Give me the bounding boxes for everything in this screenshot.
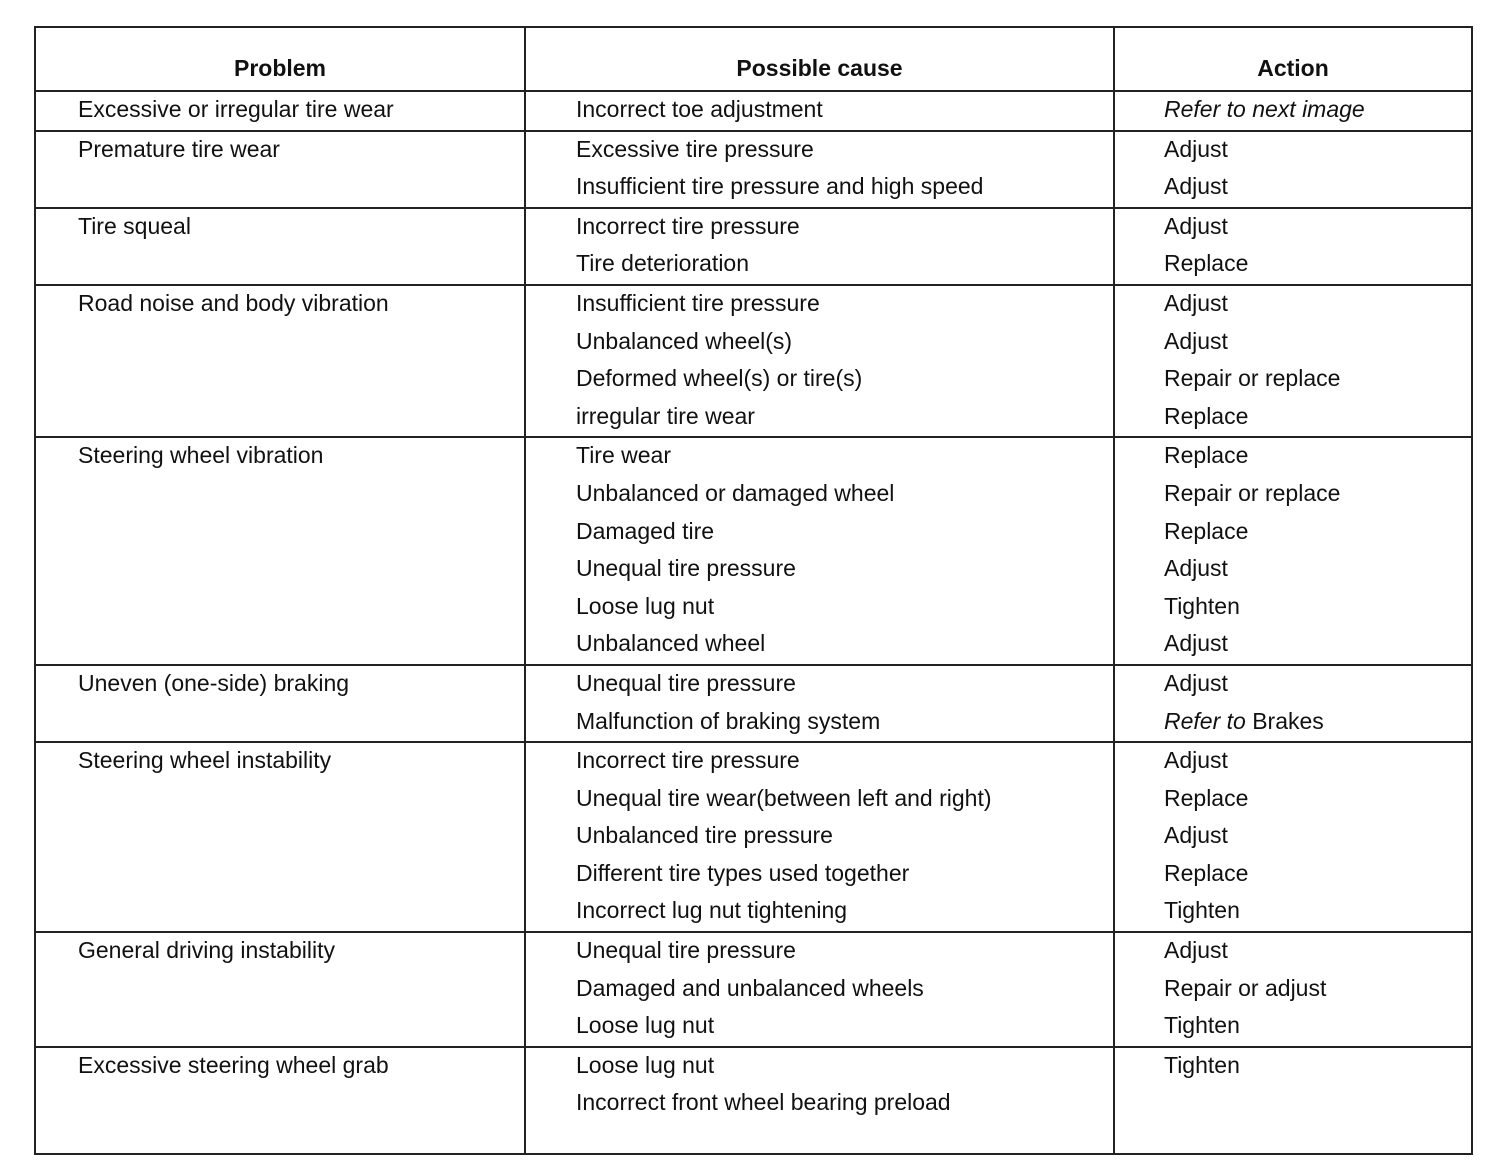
problem-cell: [35, 665, 525, 742]
problem-text: Uneven (one-side) braking: [78, 669, 350, 696]
action-text: Replace: [1164, 517, 1249, 544]
cause-text: Incorrect toe adjustment: [576, 96, 823, 122]
table-row: [35, 665, 1472, 742]
action-text: Adjust: [1164, 630, 1228, 657]
cause-text: irregular tire wear: [576, 402, 755, 429]
action-refer: [1115, 704, 1471, 742]
action-text: Repair or adjust: [1164, 974, 1327, 1001]
table-row: [35, 1047, 1472, 1154]
cause-text: Damaged tire: [576, 517, 715, 544]
action-cell: [1114, 208, 1472, 285]
cause-text: Excessive tire pressure: [576, 135, 814, 162]
troubleshooting-table-container: [34, 26, 1471, 1155]
cause-text: Unequal tire pressure: [576, 555, 796, 582]
table-row: [35, 208, 1472, 285]
action-text: Tighten: [1164, 592, 1240, 619]
problem-text: Excessive steering wheel grab: [78, 1051, 389, 1078]
action-text: Adjust: [1164, 747, 1228, 774]
problem-text: General driving instability: [78, 937, 335, 964]
action-cell: [1114, 665, 1472, 742]
action-text: Repair or replace: [1164, 365, 1341, 392]
refer-prefix: Refer to: [1164, 707, 1246, 734]
action-cell: [1114, 437, 1472, 665]
cell-spacer: [526, 1123, 1113, 1153]
action-text: Adjust: [1164, 289, 1228, 316]
cause-text: Damaged and unbalanced wheels: [576, 974, 924, 1001]
problem-cell: [35, 131, 525, 208]
action-cell: [1114, 91, 1472, 131]
action-cell: [1114, 131, 1472, 208]
cause-text: Incorrect tire pressure: [576, 212, 800, 239]
action-cell: [1114, 1047, 1472, 1154]
table-row: [35, 742, 1472, 932]
action-text: Adjust: [1164, 555, 1228, 582]
cause-cell: [525, 742, 1114, 932]
table-row: [35, 437, 1472, 665]
cause-cell: [525, 437, 1114, 665]
cause-text: Tire deterioration: [576, 250, 750, 277]
cause-text: Incorrect tire pressure: [576, 747, 800, 774]
action-text: Adjust: [1164, 135, 1228, 162]
problem-text: Steering wheel vibration: [78, 442, 324, 469]
problem-cell: [35, 208, 525, 285]
action-text: Adjust: [1164, 669, 1228, 696]
cause-text: Tire wear: [576, 442, 671, 469]
action-text: Adjust: [1164, 327, 1228, 354]
table-row: [35, 932, 1472, 1047]
cause-text: Malfunction of braking system: [576, 707, 881, 734]
action-text: Adjust: [1164, 822, 1228, 849]
problem-text: Excessive or irregular tire wear: [78, 96, 394, 122]
action-text: Replace: [1164, 402, 1249, 429]
cause-cell: [525, 131, 1114, 208]
table-row: [35, 91, 1472, 131]
action-text: Refer to next image: [1164, 96, 1365, 122]
cause-cell: [525, 208, 1114, 285]
action-text: Tighten: [1164, 897, 1240, 924]
cause-text: Incorrect front wheel bearing preload: [576, 1089, 951, 1116]
header-problem: Problem: [35, 27, 525, 91]
problem-cell: [35, 91, 525, 131]
problem-text: Road noise and body vibration: [78, 289, 389, 316]
action-text: Replace: [1164, 859, 1249, 886]
action-text: Replace: [1164, 250, 1249, 277]
problem-cell: [35, 742, 525, 932]
problem-cell: [35, 1047, 525, 1154]
action-cell: [1114, 742, 1472, 932]
action-text: Adjust: [1164, 173, 1228, 200]
cause-cell: [525, 91, 1114, 131]
problem-text: Premature tire wear: [78, 135, 280, 162]
action-text: Adjust: [1164, 937, 1228, 964]
cause-text: Unequal tire pressure: [576, 937, 796, 964]
cause-text: Loose lug nut: [576, 592, 715, 619]
cause-text: Deformed wheel(s) or tire(s): [576, 365, 863, 392]
cause-text: Loose lug nut: [576, 1051, 715, 1078]
cause-text: Different tire types used together: [576, 859, 910, 886]
header-possible-cause: Possible cause: [525, 27, 1114, 91]
header-row: [35, 27, 1472, 91]
action-text: Adjust: [1164, 212, 1228, 239]
cause-text: Unbalanced or damaged wheel: [576, 479, 895, 506]
cause-cell: [525, 932, 1114, 1047]
refer-target: Brakes: [1252, 707, 1324, 734]
problem-cell: [35, 437, 525, 665]
action-cell: [1114, 932, 1472, 1047]
cause-text: Unequal tire pressure: [576, 669, 796, 696]
action-text: Tighten: [1164, 1051, 1240, 1078]
cause-cell: [525, 285, 1114, 437]
troubleshooting-table: [34, 26, 1473, 1155]
header-action: Action: [1114, 27, 1472, 91]
cause-text: Unbalanced tire pressure: [576, 822, 833, 849]
problem-text: Tire squeal: [78, 212, 191, 239]
table-row: [35, 131, 1472, 208]
problem-cell: [35, 932, 525, 1047]
action-cell: [1114, 285, 1472, 437]
action-text: Tighten: [1164, 1012, 1240, 1039]
cause-cell: [525, 1047, 1114, 1154]
cause-text: Insufficient tire pressure: [576, 289, 820, 316]
cause-text: Unequal tire wear(between left and right): [576, 784, 992, 811]
cause-text: Loose lug nut: [576, 1012, 715, 1039]
cause-cell: [525, 665, 1114, 742]
cause-text: Insufficient tire pressure and high speed: [576, 173, 984, 200]
cause-text: Unbalanced wheel: [576, 630, 766, 657]
cause-text: Incorrect lug nut tightening: [576, 897, 848, 924]
action-text: Repair or replace: [1164, 479, 1341, 506]
problem-cell: [35, 285, 525, 437]
table-row: [35, 285, 1472, 437]
problem-text: Steering wheel instability: [78, 747, 332, 774]
cause-text: Unbalanced wheel(s): [576, 327, 793, 354]
action-text: Replace: [1164, 442, 1249, 469]
action-text: Replace: [1164, 784, 1249, 811]
